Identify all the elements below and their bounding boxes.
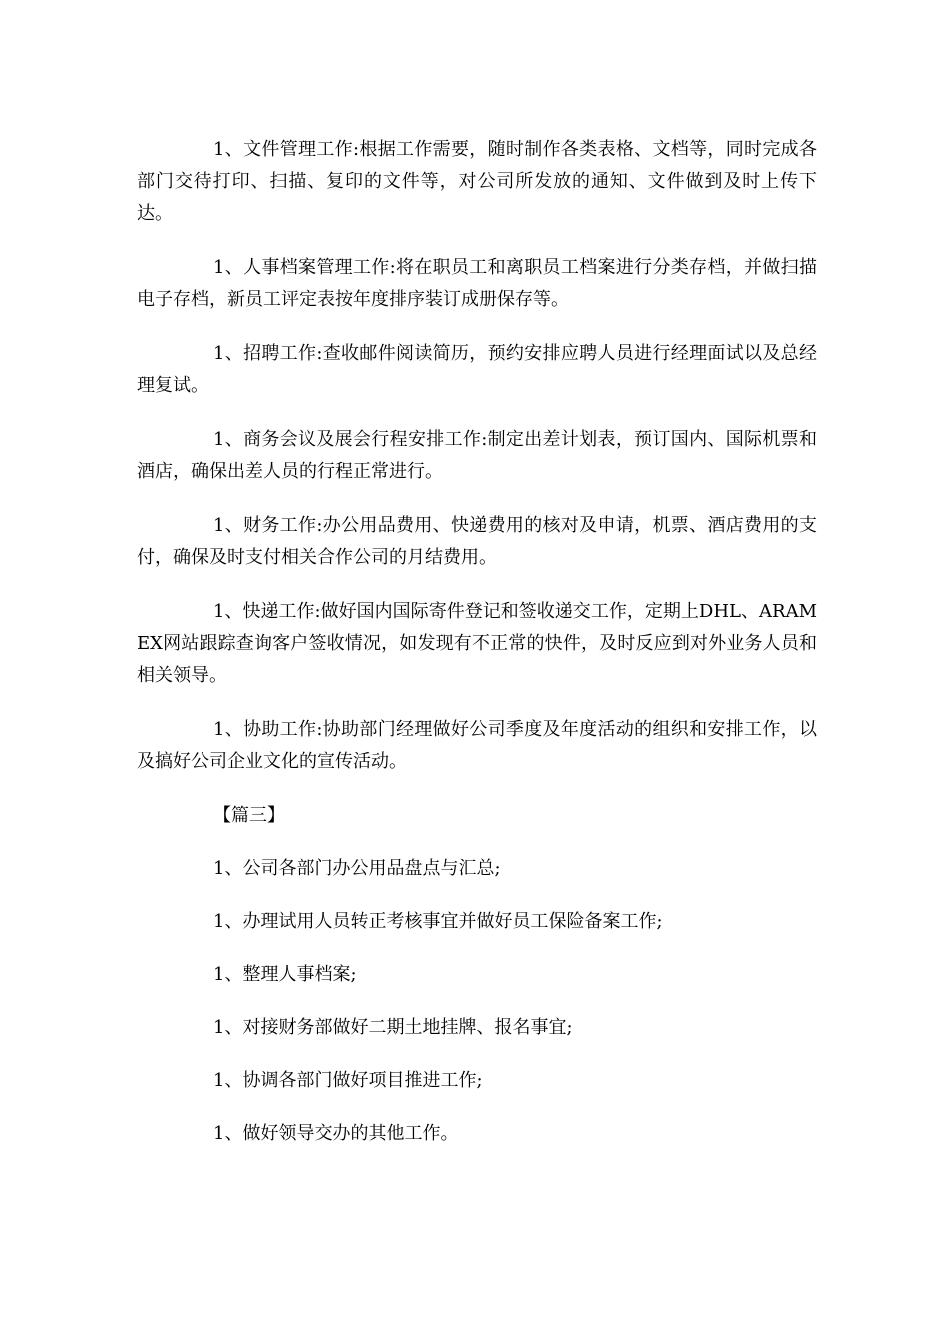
list-item: 1、办理试用人员转正考核事宜并做好员工保险备案工作;: [213, 911, 663, 932]
paragraph-finance: 1、财务工作:办公用品费用、快递费用的核对及申请，机票、酒店费用的支付，确保及时支付相关合作公司的月结费用。: [137, 515, 817, 568]
paragraph-courier: 1、快递工作:做好国内国际寄件登记和签收递交工作，定期上DHL、ARAMEX网站跟踪查询客户签收情况，如发现有不正常的快件，及时反应到对外业务人员和相关领导。: [137, 601, 817, 686]
paragraph-hr-archives: 1、人事档案管理工作:将在职员工和离职员工档案进行分类存档，并做扫描电子存档，新员工评定表按年度排序装订成册保存等。: [137, 257, 817, 310]
document-body: [137, 134, 817, 1150]
list-item: 1、做好领导交办的其他工作。: [213, 1123, 459, 1144]
list-item: 1、公司各部门办公用品盘点与汇总;: [213, 858, 501, 879]
paragraph-business-travel: 1、商务会议及展会行程安排工作:制定出差计划表，预订国内、国际机票和酒店，确保出差人员的行程正常进行。: [137, 429, 817, 482]
paragraph-recruitment: 1、招聘工作:查收邮件阅读简历，预约安排应聘人员进行经理面试以及总经理复试。: [137, 343, 817, 396]
paragraph-file-management: 1、文件管理工作:根据工作需要，随时制作各类表格、文档等，同时完成各部门交待打印、扫描、复印的文件等，对公司所发放的通知、文件做到及时上传下达。: [137, 139, 817, 224]
list-item: 1、整理人事档案;: [213, 964, 357, 985]
list-item: 1、对接财务部做好二期土地挂牌、报名事宜;: [213, 1017, 573, 1038]
section-heading: 【篇三】: [213, 805, 285, 826]
paragraph-assistance: 1、协助工作:协助部门经理做好公司季度及年度活动的组织和安排工作，以及搞好公司企业文化的宣传活动。: [137, 719, 817, 772]
list-item: 1、协调各部门做好项目推进工作;: [213, 1070, 483, 1091]
